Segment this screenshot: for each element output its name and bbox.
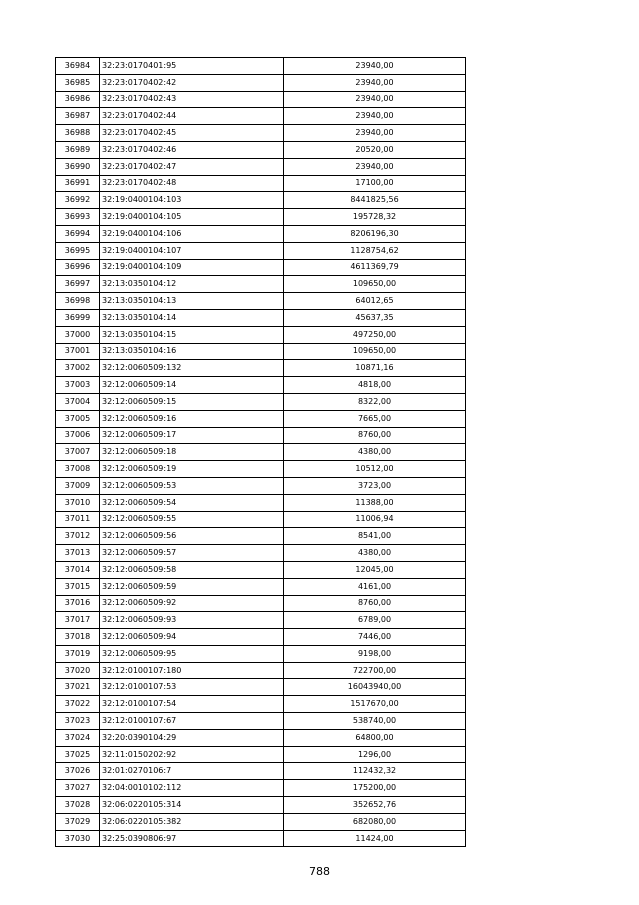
cadastral-value-cell: 20520,00: [284, 141, 466, 158]
cadastral-number-cell: 32:19:0400104:109: [100, 259, 284, 276]
row-number-cell: 37017: [56, 612, 100, 629]
row-number-cell: 37006: [56, 427, 100, 444]
row-number-cell: 37019: [56, 645, 100, 662]
table-row: [56, 377, 466, 394]
row-number-cell: 36991: [56, 175, 100, 192]
table-body: [56, 58, 466, 847]
cadastral-number-cell: 32:12:0100107:54: [100, 696, 284, 713]
table-row: [56, 242, 466, 259]
cadastral-number-cell: 32:13:0350104:14: [100, 309, 284, 326]
cadastral-number-cell: 32:01:0270106:7: [100, 763, 284, 780]
cadastral-number-cell: 32:12:0060509:92: [100, 595, 284, 612]
row-number-cell: 37011: [56, 511, 100, 528]
cadastral-value-cell: 3723,00: [284, 477, 466, 494]
table-row: [56, 461, 466, 478]
cadastral-number-cell: 32:23:0170402:42: [100, 74, 284, 91]
cadastral-number-cell: 32:13:0350104:16: [100, 343, 284, 360]
row-number-cell: 37002: [56, 360, 100, 377]
row-number-cell: 37030: [56, 830, 100, 847]
cadastral-number-cell: 32:19:0400104:107: [100, 242, 284, 259]
table-row: [56, 780, 466, 797]
cadastral-value-cell: 4380,00: [284, 545, 466, 562]
table-row: [56, 259, 466, 276]
cadastral-value-cell: 12045,00: [284, 561, 466, 578]
cadastral-value-cell: 23940,00: [284, 91, 466, 108]
table-row: [56, 427, 466, 444]
cadastral-number-cell: 32:12:0060509:17: [100, 427, 284, 444]
table-row: [56, 813, 466, 830]
cadastral-number-cell: 32:12:0060509:14: [100, 377, 284, 394]
cadastral-value-cell: 8760,00: [284, 595, 466, 612]
table-row: [56, 410, 466, 427]
cadastral-value-cell: 4611369,79: [284, 259, 466, 276]
cadastral-number-cell: 32:11:0150202:92: [100, 746, 284, 763]
table-row: [56, 679, 466, 696]
row-number-cell: 36989: [56, 141, 100, 158]
cadastral-value-cell: 23940,00: [284, 74, 466, 91]
row-number-cell: 37013: [56, 545, 100, 562]
row-number-cell: 37003: [56, 377, 100, 394]
table-row: [56, 343, 466, 360]
cadastral-value-cell: 7665,00: [284, 410, 466, 427]
cadastral-number-cell: 32:23:0170401:95: [100, 58, 284, 75]
cadastral-number-cell: 32:23:0170402:47: [100, 158, 284, 175]
row-number-cell: 37001: [56, 343, 100, 360]
table-row: [56, 360, 466, 377]
cadastral-number-cell: 32:12:0060509:56: [100, 528, 284, 545]
cadastral-number-cell: 32:12:0060509:54: [100, 494, 284, 511]
cadastral-number-cell: 32:06:0220105:382: [100, 813, 284, 830]
table-row: [56, 192, 466, 209]
cadastral-number-cell: 32:12:0100107:67: [100, 713, 284, 730]
row-number-cell: 37020: [56, 662, 100, 679]
cadastral-number-cell: 32:12:0060509:132: [100, 360, 284, 377]
cadastral-value-cell: 175200,00: [284, 780, 466, 797]
row-number-cell: 37008: [56, 461, 100, 478]
row-number-cell: 37009: [56, 477, 100, 494]
table-row: [56, 91, 466, 108]
table-row: [56, 729, 466, 746]
cadastral-value-cell: 4818,00: [284, 377, 466, 394]
cadastral-value-cell: 1517670,00: [284, 696, 466, 713]
table-row: [56, 141, 466, 158]
cadastral-value-cell: 10512,00: [284, 461, 466, 478]
cadastral-value-cell: 4380,00: [284, 444, 466, 461]
cadastral-number-cell: 32:20:0390104:29: [100, 729, 284, 746]
row-number-cell: 37029: [56, 813, 100, 830]
table-row: [56, 713, 466, 730]
cadastral-number-cell: 32:23:0170402:48: [100, 175, 284, 192]
table-row: [56, 309, 466, 326]
cadastral-value-cell: 11006,94: [284, 511, 466, 528]
cadastral-number-cell: 32:12:0060509:93: [100, 612, 284, 629]
row-number-cell: 37015: [56, 578, 100, 595]
cadastral-number-cell: 32:12:0060509:53: [100, 477, 284, 494]
cadastral-number-cell: 32:23:0170402:46: [100, 141, 284, 158]
cadastral-value-cell: 682080,00: [284, 813, 466, 830]
cadastral-value-cell: 23940,00: [284, 125, 466, 142]
table-row: [56, 696, 466, 713]
row-number-cell: 37004: [56, 393, 100, 410]
cadastral-value-cell: 8760,00: [284, 427, 466, 444]
row-number-cell: 36999: [56, 309, 100, 326]
cadastral-value-cell: 195728,32: [284, 209, 466, 226]
table-row: [56, 74, 466, 91]
cadastral-value-cell: 1128754,62: [284, 242, 466, 259]
row-number-cell: 36996: [56, 259, 100, 276]
cadastral-value-cell: 352652,76: [284, 797, 466, 814]
cadastral-value-cell: 8541,00: [284, 528, 466, 545]
cadastral-number-cell: 32:12:0060509:59: [100, 578, 284, 595]
table-row: [56, 494, 466, 511]
cadastral-value-cell: 4161,00: [284, 578, 466, 595]
table-row: [56, 158, 466, 175]
cadastral-number-cell: 32:13:0350104:15: [100, 326, 284, 343]
row-number-cell: 37005: [56, 410, 100, 427]
table-row: [56, 293, 466, 310]
table-row: [56, 578, 466, 595]
table-row: [56, 175, 466, 192]
cadastral-value-cell: 722700,00: [284, 662, 466, 679]
cadastral-number-cell: 32:23:0170402:44: [100, 108, 284, 125]
cadastral-number-cell: 32:25:0390806:97: [100, 830, 284, 847]
table-row: [56, 545, 466, 562]
cadastral-number-cell: 32:12:0060509:19: [100, 461, 284, 478]
table-row: [56, 528, 466, 545]
cadastral-value-cell: 6789,00: [284, 612, 466, 629]
cadastral-number-cell: 32:12:0060509:57: [100, 545, 284, 562]
cadastral-value-table: [55, 57, 466, 847]
table-row: [56, 108, 466, 125]
row-number-cell: 37022: [56, 696, 100, 713]
row-number-cell: 37023: [56, 713, 100, 730]
cadastral-number-cell: 32:23:0170402:45: [100, 125, 284, 142]
table-row: [56, 511, 466, 528]
table-row: [56, 595, 466, 612]
row-number-cell: 37010: [56, 494, 100, 511]
cadastral-value-cell: 64800,00: [284, 729, 466, 746]
cadastral-value-cell: 497250,00: [284, 326, 466, 343]
cadastral-number-cell: 32:23:0170402:43: [100, 91, 284, 108]
row-number-cell: 37027: [56, 780, 100, 797]
row-number-cell: 36997: [56, 276, 100, 293]
table-row: [56, 444, 466, 461]
cadastral-value-cell: 9198,00: [284, 645, 466, 662]
table-row: [56, 763, 466, 780]
table-row: [56, 209, 466, 226]
cadastral-value-cell: 45637,35: [284, 309, 466, 326]
row-number-cell: 37025: [56, 746, 100, 763]
table-row: [56, 746, 466, 763]
cadastral-value-cell: 16043940,00: [284, 679, 466, 696]
row-number-cell: 37016: [56, 595, 100, 612]
cadastral-value-cell: 8322,00: [284, 393, 466, 410]
cadastral-number-cell: 32:19:0400104:103: [100, 192, 284, 209]
row-number-cell: 36987: [56, 108, 100, 125]
cadastral-number-cell: 32:04:0010102:112: [100, 780, 284, 797]
cadastral-number-cell: 32:13:0350104:13: [100, 293, 284, 310]
cadastral-number-cell: 32:06:0220105:314: [100, 797, 284, 814]
cadastral-number-cell: 32:12:0060509:15: [100, 393, 284, 410]
row-number-cell: 36995: [56, 242, 100, 259]
table-row: [56, 276, 466, 293]
cadastral-number-cell: 32:12:0060509:95: [100, 645, 284, 662]
cadastral-value-cell: 11388,00: [284, 494, 466, 511]
row-number-cell: 36990: [56, 158, 100, 175]
cadastral-value-cell: 109650,00: [284, 343, 466, 360]
cadastral-value-cell: 23940,00: [284, 108, 466, 125]
cadastral-value-cell: 10871,16: [284, 360, 466, 377]
row-number-cell: 36993: [56, 209, 100, 226]
cadastral-value-cell: 1296,00: [284, 746, 466, 763]
table-row: [56, 326, 466, 343]
table-row: [56, 58, 466, 75]
table-row: [56, 125, 466, 142]
row-number-cell: 36988: [56, 125, 100, 142]
row-number-cell: 36985: [56, 74, 100, 91]
row-number-cell: 36994: [56, 225, 100, 242]
cadastral-value-cell: 23940,00: [284, 58, 466, 75]
row-number-cell: 36984: [56, 58, 100, 75]
cadastral-value-cell: 11424,00: [284, 830, 466, 847]
row-number-cell: 37024: [56, 729, 100, 746]
cadastral-number-cell: 32:12:0060509:58: [100, 561, 284, 578]
table-row: [56, 629, 466, 646]
table-row: [56, 612, 466, 629]
cadastral-value-cell: 109650,00: [284, 276, 466, 293]
cadastral-number-cell: 32:12:0100107:180: [100, 662, 284, 679]
row-number-cell: 37012: [56, 528, 100, 545]
table-row: [56, 393, 466, 410]
cadastral-value-cell: 112432,32: [284, 763, 466, 780]
row-number-cell: 37021: [56, 679, 100, 696]
cadastral-number-cell: 32:12:0060509:94: [100, 629, 284, 646]
cadastral-number-cell: 32:19:0400104:106: [100, 225, 284, 242]
cadastral-value-cell: 23940,00: [284, 158, 466, 175]
row-number-cell: 36998: [56, 293, 100, 310]
cadastral-number-cell: 32:12:0100107:53: [100, 679, 284, 696]
cadastral-number-cell: 32:12:0060509:18: [100, 444, 284, 461]
table-row: [56, 477, 466, 494]
row-number-cell: 36992: [56, 192, 100, 209]
cadastral-number-cell: 32:19:0400104:105: [100, 209, 284, 226]
cadastral-value-cell: 17100,00: [284, 175, 466, 192]
table-row: [56, 561, 466, 578]
cadastral-value-cell: 7446,00: [284, 629, 466, 646]
cadastral-value-cell: 8206196,30: [284, 225, 466, 242]
cadastral-value-cell: 538740,00: [284, 713, 466, 730]
table-row: [56, 662, 466, 679]
table-row: [56, 797, 466, 814]
row-number-cell: 37026: [56, 763, 100, 780]
cadastral-number-cell: 32:13:0350104:12: [100, 276, 284, 293]
cadastral-value-cell: 64012,65: [284, 293, 466, 310]
cadastral-number-cell: 32:12:0060509:55: [100, 511, 284, 528]
row-number-cell: 37014: [56, 561, 100, 578]
table-row: [56, 225, 466, 242]
row-number-cell: 37028: [56, 797, 100, 814]
cadastral-number-cell: 32:12:0060509:16: [100, 410, 284, 427]
row-number-cell: 37007: [56, 444, 100, 461]
table-row: [56, 830, 466, 847]
row-number-cell: 36986: [56, 91, 100, 108]
page-number: 788: [309, 865, 330, 878]
cadastral-value-cell: 8441825,56: [284, 192, 466, 209]
row-number-cell: 37000: [56, 326, 100, 343]
row-number-cell: 37018: [56, 629, 100, 646]
table-row: [56, 645, 466, 662]
